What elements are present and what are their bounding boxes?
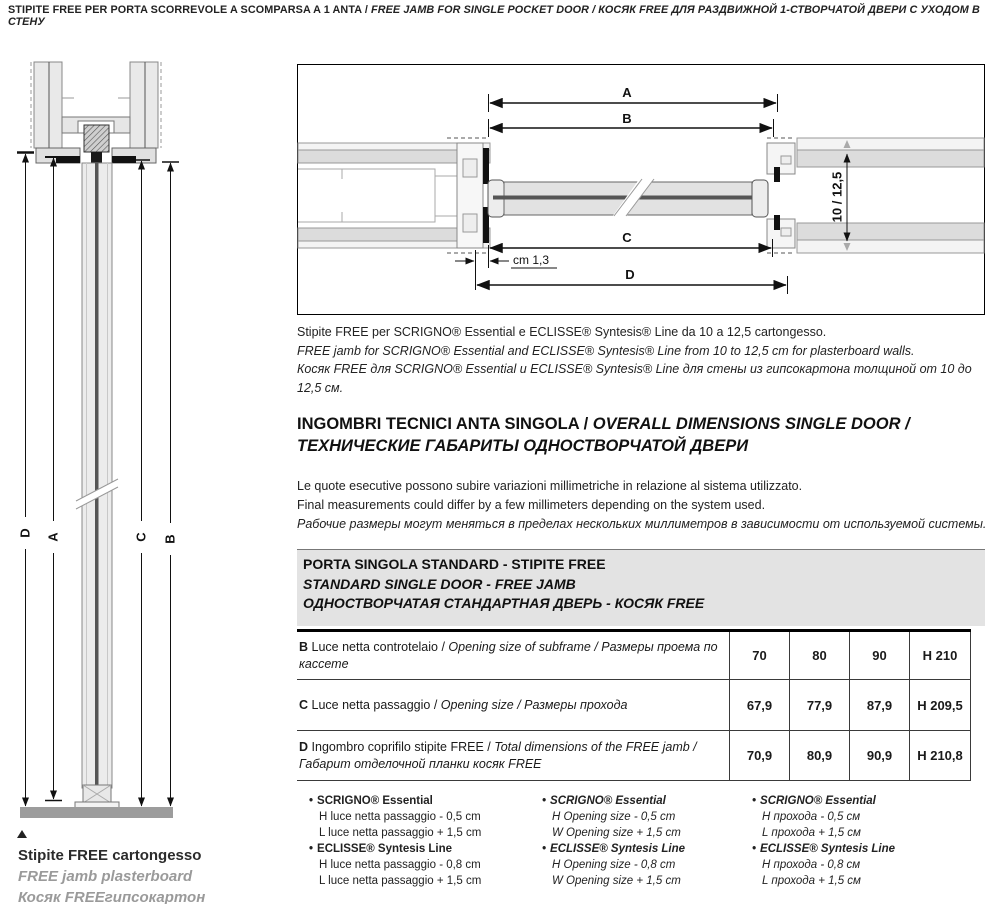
table-cell: 90 [849, 632, 909, 679]
notes-column-ru [752, 793, 977, 889]
section-title [297, 414, 987, 457]
dim-label-gap: cm 1,3 [513, 253, 550, 267]
bullet-icon [542, 795, 550, 807]
row-label-ru: Размеры прохода [524, 697, 628, 712]
table-cell: 80 [789, 632, 849, 679]
notes-column-en [542, 793, 752, 889]
door-panel [76, 163, 118, 788]
door-panel-plan [488, 178, 768, 217]
drawing-caption [297, 323, 987, 397]
left-caption-it: Stipite FREE cartongesso [18, 847, 202, 864]
dim-label-c: C [133, 532, 149, 542]
intro-note-en: Final measurements could differ by a few millimeters depending on the system used. [297, 498, 766, 512]
dim-label-a: A [45, 532, 61, 542]
floor [20, 807, 173, 818]
dim-label-b: B [622, 111, 632, 126]
note-line: L luce netta passaggio + 1,5 cm [319, 827, 482, 839]
section-title-en: OVERALL DIMENSIONS SINGLE DOOR / [592, 415, 910, 433]
drawing-caption-ru: Косяк FREE для SCRIGNO® Essential и ECLISSE® Syntesis® Line для стены из гипсокартона толщиной от 10 до 12,5 см. [297, 362, 972, 395]
note-line: L прохода + 1,5 см [762, 827, 861, 839]
dimensions-table [297, 629, 971, 781]
row-label-ru: Размеры проема по кассете [299, 640, 718, 671]
dim-label-d: D [625, 267, 635, 282]
note-line: L luce netta passaggio + 1,5 cm [319, 875, 482, 887]
left-caption-ru: Косяк FREEгипсокартон [18, 889, 206, 904]
note-line: H Opening size - 0,8 cm [552, 859, 676, 871]
note-line: H luce netta passaggio - 0,8 cm [319, 859, 481, 871]
row-label-it: Ingombro coprifilo stipite FREE / [311, 740, 495, 754]
horizontal-section-drawing [297, 64, 985, 315]
dim-label-c: C [622, 230, 632, 245]
note-title: ECLISSE® Syntesis Line [550, 843, 686, 855]
table-cell: 87,9 [849, 680, 909, 730]
row-label [297, 680, 729, 730]
note-line: H прохода - 0,8 см [762, 859, 861, 871]
note-title: SCRIGNO® Essential [760, 795, 876, 807]
jamb-profile-left [36, 148, 80, 163]
note-line: H Opening size - 0,5 cm [552, 811, 676, 823]
page-header-it: STIPITE FREE PER PORTA SCORREVOLE A SCOMPARSA A 1 ANTA / [8, 4, 372, 16]
section-title-it: INGOMBRI TECNICI ANTA SINGOLA / [297, 415, 593, 433]
bullet-icon [542, 843, 550, 855]
table-band-en: STANDARD SINGLE DOOR - FREE JAMB [303, 575, 576, 592]
table-cell: 70,9 [729, 731, 789, 780]
drawing-caption-it: Stipite FREE per SCRIGNO® Essential e ECLISSE® Syntesis® Line da 10 a 12,5 cartongesso. [297, 325, 827, 339]
note-line: W Opening size + 1,5 cm [552, 875, 681, 887]
table-band-ru: ОДНОСТВОРЧАТАЯ СТАНДАРТНАЯ ДВЕРЬ - КОСЯК FREE [303, 595, 705, 611]
table-row [297, 632, 971, 680]
note-title: SCRIGNO® Essential [317, 795, 433, 807]
bullet-icon [309, 795, 317, 807]
table-cell: H 209,5 [909, 680, 971, 730]
table-band [297, 549, 985, 626]
note-line: L прохода + 1,5 см [762, 875, 861, 887]
vertical-section-drawing [0, 55, 220, 850]
notes-column-it [297, 793, 542, 889]
section-title-ru: ТЕХНИЧЕСКИЕ ГАБАРИТЫ ОДНОСТВОРЧАТОЙ ДВЕРИ [297, 436, 749, 455]
row-label-en: Total dimensions of the FREE jamb / [494, 740, 697, 754]
bullet-icon [752, 795, 760, 807]
page-header-en: FREE JAMB FOR SINGLE POCKET DOOR / [371, 4, 599, 16]
row-label-it: Luce netta passaggio / [311, 697, 441, 712]
row-label-ru: Габарит отделочной планки косяк FREE [299, 756, 542, 771]
intro-note-ru: Рабочие размеры могут меняться в пределах нескольких миллиметров в зависимости от используемой системы. [297, 517, 987, 531]
drawing-caption-en: FREE jamb for SCRIGNO® Essential and ECLISSE® Syntesis® Line from 10 to 12,5 cm for plasterboard walls. [297, 343, 915, 358]
bullet-icon [752, 843, 760, 855]
dim-label-a: A [622, 85, 632, 100]
bullet-icon [309, 843, 317, 855]
intro-notes [297, 477, 987, 534]
row-label [297, 731, 729, 780]
note-line: H luce netta passaggio - 0,5 cm [319, 811, 481, 823]
table-cell: 67,9 [729, 680, 789, 730]
note-line: H прохода - 0,5 см [762, 811, 861, 823]
left-drawing-caption [18, 845, 205, 904]
note-title: SCRIGNO® Essential [550, 795, 666, 807]
intro-note-it: Le quote esecutive possono subire variazioni millimetriche in relazione al sistema utilizzato. [297, 479, 803, 493]
page-header-ru: КОСЯК FREE ДЛЯ РАЗДВИЖНОЙ 1-СТВОРЧАТОЙ ДВЕРИ С УХОДОМ В СТЕНУ [8, 4, 980, 28]
dim-label-d: D [17, 528, 33, 538]
row-label-en: Opening size / [440, 697, 525, 712]
note-title: ECLISSE® Syntesis Line [317, 843, 453, 855]
table-cell: H 210 [909, 632, 971, 679]
page-header [8, 4, 983, 28]
row-label-en: Opening size of subframe / [448, 640, 602, 654]
wall-panel-left [31, 62, 62, 148]
table-cell: 77,9 [789, 680, 849, 730]
dim-label-b: B [162, 534, 178, 544]
footnote-triangle-icon [17, 830, 27, 838]
left-caption-en: FREE jamb plasterboard [18, 868, 193, 885]
note-title: ECLISSE® Syntesis Line [760, 843, 896, 855]
table-row [297, 731, 971, 781]
row-key: C [299, 697, 309, 712]
dim-label-wall-thickness: 10 / 12,5 [829, 171, 845, 223]
row-key: D [299, 740, 309, 754]
row-label [297, 632, 729, 679]
roller-carriage [84, 125, 109, 165]
system-notes [297, 793, 987, 889]
table-cell: H 210,8 [909, 731, 971, 780]
table-cell: 90,9 [849, 731, 909, 780]
table-cell: 80,9 [789, 731, 849, 780]
row-label-it: Luce netta controtelaio / [311, 640, 449, 654]
wall-panel-right [130, 62, 161, 148]
row-key: B [299, 640, 309, 654]
table-row [297, 680, 971, 731]
table-cell: 70 [729, 632, 789, 679]
note-line: W Opening size + 1,5 cm [552, 827, 681, 839]
table-band-it: PORTA SINGOLA STANDARD - STIPITE FREE [303, 556, 606, 572]
